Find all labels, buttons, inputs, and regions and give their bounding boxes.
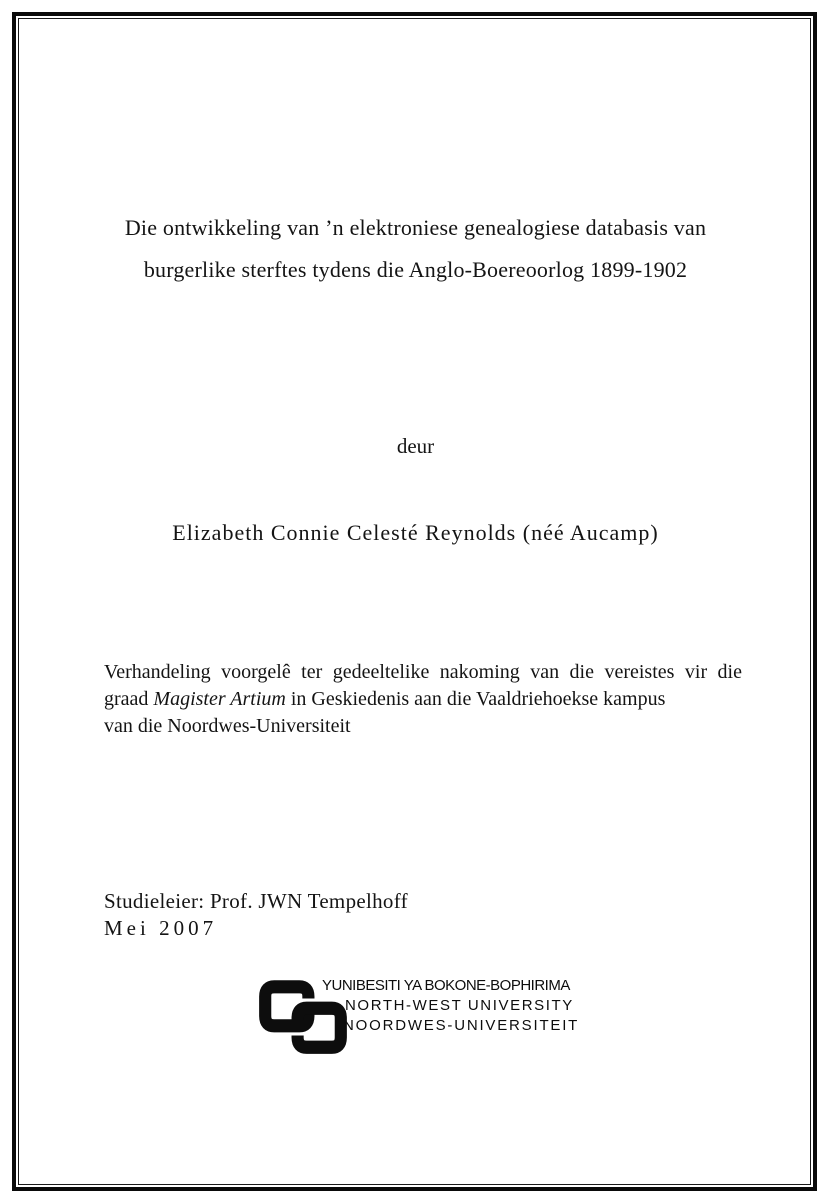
submission-line3: van die Noordwes-Universiteit (104, 715, 351, 737)
logo-text-line1: YUNIBESITI YA BOKONE-BOPHIRIMA (322, 977, 570, 994)
degree-name: Magister Artium (153, 688, 286, 710)
submission-line2 (104, 686, 742, 713)
thesis-title-line1: Die ontwikkeling van ’n elektroniese genealogiese databasis van (124, 215, 707, 240)
thesis-title (40, 207, 791, 291)
supervisor-line: Studieleier: Prof. JWN Tempelhoff (104, 889, 408, 913)
supervisor-date-block (104, 888, 408, 942)
submission-line1: Verhandeling voorgelê ter gedeeltelike nakoming van die vereistes vir die (104, 661, 742, 683)
date-line: Mei 2007 (104, 916, 218, 940)
submission-line2-suffix: in Geskiedenis aan die Vaaldriehoekse kampus (285, 688, 666, 710)
logo-text-line2: NORTH-WEST UNIVERSITY (345, 997, 574, 1014)
submission-statement (104, 659, 742, 740)
submission-line2-prefix: graad (104, 688, 154, 710)
logo-text-line3: NOORDWES-UNIVERSITEIT (343, 1017, 580, 1034)
byline-deur: deur (396, 434, 435, 458)
thesis-title-line2: burgerlike sterftes tydens die Anglo-Boereoorlog 1899-1902 (143, 257, 688, 282)
author-name: Elizabeth Connie Celesté Reynolds (néé Aucamp) (172, 520, 659, 545)
university-logo (258, 975, 598, 1065)
